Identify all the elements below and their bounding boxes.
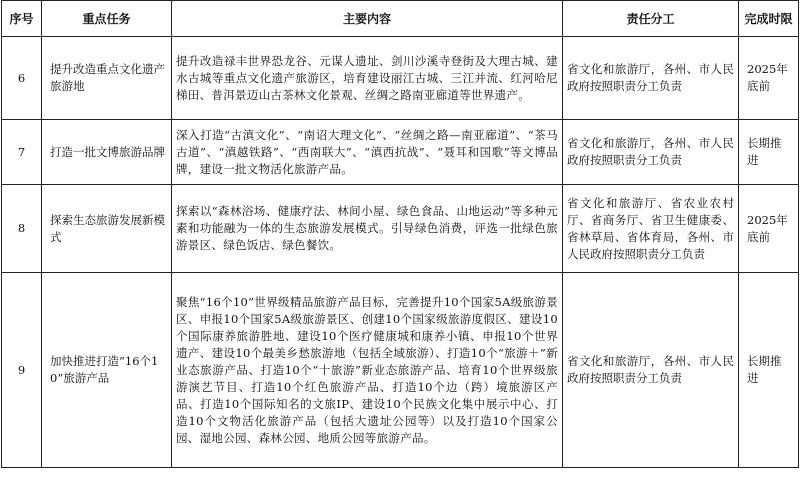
header-seq: 序号 bbox=[2, 1, 42, 37]
table-header-row bbox=[2, 1, 799, 37]
row-task: 打造一批文博旅游品牌 bbox=[42, 120, 172, 185]
task-table bbox=[1, 0, 799, 468]
header-responsibility: 责任分工 bbox=[563, 1, 739, 37]
row-task: 加快推进打造“16个10”旅游产品 bbox=[42, 273, 172, 468]
row-deadline: 2025年底前 bbox=[739, 37, 799, 120]
table-row bbox=[2, 37, 799, 120]
row-deadline: 长期推进 bbox=[739, 273, 799, 468]
header-task: 重点任务 bbox=[42, 1, 172, 37]
row-task: 探索生态旅游发展新模式 bbox=[42, 185, 172, 273]
row-content: 深入打造“古滇文化”、“南诏大理文化”、“丝绸之路—南亚廊道”、“茶马古道”、“滇越铁路”、“西南联大”、“滇西抗战”、“聂耳和国歌”等文博品牌，建设一批文物活化旅游产品。 bbox=[172, 120, 563, 185]
row-responsibility: 省文化和旅游厅，各州、市人民政府按照职责分工负责 bbox=[563, 37, 739, 120]
row-seq: 9 bbox=[2, 273, 42, 468]
row-content: 探索以“森林浴场、健康疗法、林间小屋、绿色食品、山地运动”等多种元素和功能融为一体的生态旅游发展模式。引导绿色消费，评选一批绿色旅游景区、绿色饭店、绿色餐饮。 bbox=[172, 185, 563, 273]
row-deadline: 长期推进 bbox=[739, 120, 799, 185]
row-task: 提升改造重点文化遗产旅游地 bbox=[42, 37, 172, 120]
row-seq: 7 bbox=[2, 120, 42, 185]
row-seq: 8 bbox=[2, 185, 42, 273]
row-responsibility: 省文化和旅游厅、省农业农村厅、省商务厅、省卫生健康委、省林草局、省体育局，各州、市人民政府按照职责分工负责 bbox=[563, 185, 739, 273]
table-row bbox=[2, 273, 799, 468]
row-responsibility: 省文化和旅游厅，各州、市人民政府按照职责分工负责 bbox=[563, 120, 739, 185]
header-deadline: 完成时限 bbox=[739, 1, 799, 37]
row-seq: 6 bbox=[2, 37, 42, 120]
header-content: 主要内容 bbox=[172, 1, 563, 37]
table-row bbox=[2, 185, 799, 273]
row-content: 提升改造禄丰世界恐龙谷、元谋人遗址、剑川沙溪寺登街及大理古城、建水古城等重点文化遗产旅游区，培育建设丽江古城、三江并流、红河哈尼梯田、普洱景迈山古茶林文化景观、丝绸之路南亚廊道等世界遗产。 bbox=[172, 37, 563, 120]
row-responsibility: 省文化和旅游厅，各州、市人民政府按照职责分工负责 bbox=[563, 273, 739, 468]
row-content: 聚焦“16个10”世界级精品旅游产品目标，完善提升10个国家5A级旅游景区、申报10个国家5A级旅游景区、创建10个国家级旅游度假区、建设10个国际康养旅游胜地、建设10个医疗健康城和康养小镇、申报10个世界遗产、建设10个最美乡愁旅游地（包括全域旅游）、打造10个“旅游＋”新业态旅游产品、打造10个“十旅游”新业态旅游产品、培育10个世界级旅游演艺节目、打造10个红色旅游产品、打造10个边（跨）境旅游区产品、打造10个国际知名的文旅IP、建设10个民族文化集中展示中心、打造10个文物活化旅游产品（包括大遗址公园等）以及打造10个国家公园、湿地公园、森林公园、地质公园等旅游产品。 bbox=[172, 273, 563, 468]
table-row bbox=[2, 120, 799, 185]
row-deadline: 2025年底前 bbox=[739, 185, 799, 273]
